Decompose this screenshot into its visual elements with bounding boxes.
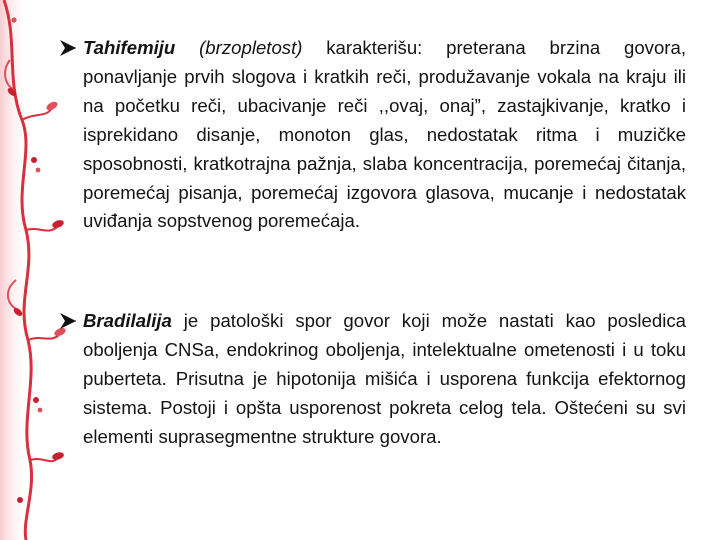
term-synonym: (brzopletost) — [199, 37, 303, 58]
arrow-bullet-icon — [58, 38, 80, 58]
arrow-bullet-icon — [58, 311, 80, 331]
bullet-text — [83, 34, 686, 236]
bullet-description: je patološki spor govor koji može nastati kao posledica oboljenja CNSa, endokrinog oboljenja, intelektualne ometenosti i u toku puberteta. Prisutna je hipotonija mišića i usporena funkcija efektornog sistema. Postoji i opšta usporenost pokreta celog tela. Oštećeni su svi elementi suprasegmentne strukture govora. — [83, 310, 686, 447]
bullet-tahifemija — [58, 34, 686, 236]
bullet-bradilalija — [58, 307, 686, 452]
term-tahifemija: Tahifemiju — [83, 37, 176, 58]
term-bradilalija: Bradilalija — [83, 310, 172, 331]
bullet-description: karakterišu: preterana brzina govora, ponavljanje prvih slogova i kratkih reči, produžavanje vokala na kraju ili na početku reči, ubacivanje reči ,,ovaj, onaj”, zastajkivanje, kratko i isprekidano disanje, monoton glas, nedostatak ritma i muzičke sposobnosti, kratkotrajna pažnja, slaba koncentracija, poremećaj čitanja, poremećaj pisanja, poremećaj izgovora glasova, mucanje i nedostatak uviđanja sopstvenog poremećaja. — [83, 37, 686, 232]
bullet-text — [83, 307, 686, 452]
